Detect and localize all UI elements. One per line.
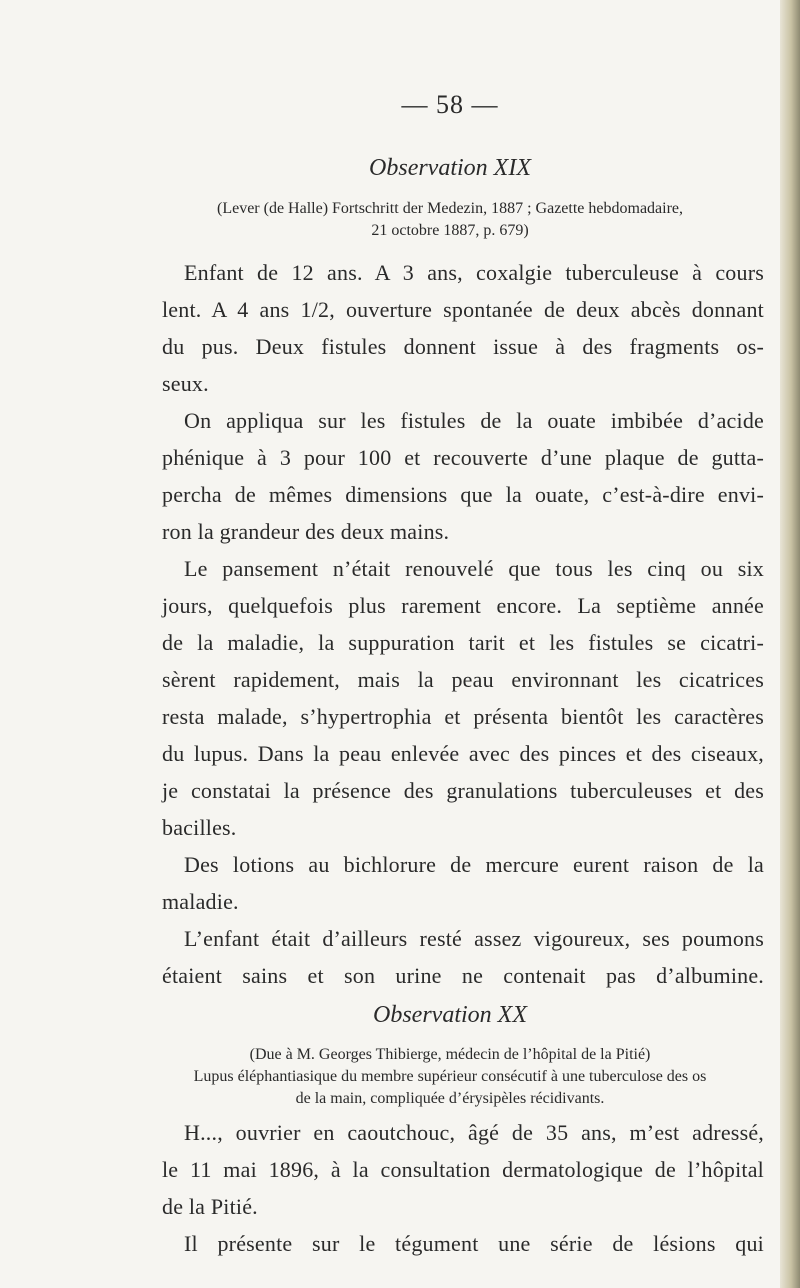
observation-19-title: Observation XIX	[369, 155, 531, 181]
note-line: Lupus éléphantiasique du membre supérieur consécutif à une tuberculose des os	[193, 1068, 707, 1085]
text-line: Enfant de 12 ans. A 3 ans, coxalgie tuberculeuse à cours	[184, 260, 764, 285]
text-line: ron la grandeur des deux mains.	[162, 519, 450, 544]
text-line: percha de mêmes dimensions que la ouate, c’est-à-dire envi-	[162, 482, 764, 507]
note-line: (Due à M. Georges Thibierge, médecin de l’hôpital de la Pitié)	[249, 1046, 651, 1063]
text-line: seux.	[162, 371, 209, 396]
text-line: H..., ouvrier en caoutchouc, âgé de 35 ans, m’est adressé,	[184, 1120, 764, 1145]
text-line: étaient sains et son urine ne contenait pas d’albumine.	[162, 963, 764, 988]
text-line: je constatai la présence des granulations tuberculeuses et des	[162, 778, 764, 803]
text-line: bacilles.	[162, 815, 237, 840]
observation-19-body	[162, 254, 764, 994]
text-line: Des lotions au bichlorure de mercure eurent raison de la	[184, 852, 764, 877]
text-line: de la Pitié.	[162, 1194, 258, 1219]
text-line: resta malade, s’hypertrophia et présenta bientôt les caractères	[162, 704, 764, 729]
page-number: — 58 —	[401, 90, 499, 119]
text-line: maladie.	[162, 889, 239, 914]
observation-20-note	[150, 1044, 750, 1110]
observation-19-citation	[160, 198, 740, 242]
text-line: Le pansement n’était renouvelé que tous les cinq ou six	[184, 556, 764, 581]
citation-line: (Lever (de Halle) Fortschritt der Medezin, 1887 ; Gazette hebdomadaire,	[216, 200, 684, 217]
text-line: du lupus. Dans la peau enlevée avec des pinces et des ciseaux,	[162, 741, 764, 766]
text-line: sèrent rapidement, mais la peau environnant les cicatrices	[162, 667, 764, 692]
note-line: de la main, compliquée d’érysipèles récidivants.	[295, 1090, 605, 1107]
text-line: le 11 mai 1896, à la consultation dermatologique de l’hôpital	[162, 1157, 764, 1182]
text-line: On appliqua sur les fistules de la ouate imbibée d’acide	[184, 408, 764, 433]
page-edge-shadow	[780, 0, 800, 1288]
text-line: lent. A 4 ans 1/2, ouverture spontanée de deux abcès donnant	[162, 297, 764, 322]
text-line: jours, quelquefois plus rarement encore. La septième année	[162, 593, 764, 618]
text-line: phénique à 3 pour 100 et recouverte d’une plaque de gutta-	[162, 445, 764, 470]
citation-line: 21 octobre 1887, p. 679)	[371, 222, 529, 239]
observation-20-body	[162, 1114, 764, 1262]
text-line: Il présente sur le tégument une série de lésions qui	[184, 1231, 764, 1256]
text-line: L’enfant était d’ailleurs resté assez vigoureux, ses poumons	[184, 926, 764, 951]
observation-20-title: Observation XX	[373, 1002, 527, 1028]
text-line: du pus. Deux fistules donnent issue à des fragments os-	[162, 334, 764, 359]
text-line: de la maladie, la suppuration tarit et les fistules se cicatri-	[162, 630, 764, 655]
